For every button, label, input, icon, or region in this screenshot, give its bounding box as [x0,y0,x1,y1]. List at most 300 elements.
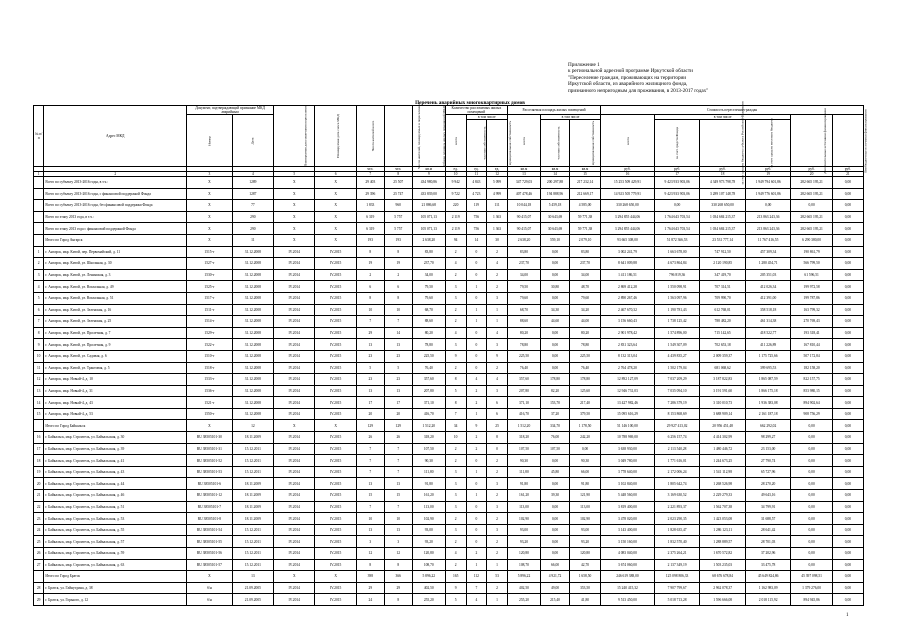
table-cell: 9 942 [445,177,466,189]
table-cell: 20 [356,408,384,420]
table-cell: 0,00 [541,350,570,362]
table-cell: IV.2014 [274,478,315,490]
col-area-group: Расселяемая площадь жилых помещений [507,106,600,115]
table-row [34,397,864,409]
table-cell: б/н [187,594,233,606]
table-cell: 94 [445,234,466,246]
table-cell: 5 896,22 [507,571,540,583]
table-cell: 9 [445,582,466,594]
table-row [34,548,864,560]
table-cell: 79,60 [507,292,540,304]
table-cell: Всего по этапу 2013 года, в т.ч.: [44,211,187,223]
table-cell: 4 585,00 [570,200,601,212]
table-cell: IV.2014 [274,327,315,339]
table-cell: 3 [384,536,412,548]
table-cell: 0,00 [832,258,863,270]
table-cell: 2 [487,582,508,594]
table-cell: 68,70 [412,304,445,316]
table-cell: 0,00 [832,536,863,548]
table-cell: 3 310 010,73 [700,397,746,409]
table-cell: 282 665 195,21 [791,223,832,235]
table-cell: 1 738 125,42 [654,316,700,328]
table-cell: 1 574 896,00 [654,327,700,339]
table-cell: г. Байкальск, мкр. Строитель, ул. Байкальская, д. 46 [44,490,187,502]
table-cell: X [187,188,233,200]
col-number: 10 [445,172,466,177]
table-cell: 0,00 [832,281,863,293]
table-cell: 2 [384,269,412,281]
table-cell: 2 638,20 [507,234,540,246]
table-cell: 3 294 855 444,06 [601,223,655,235]
table-cell: 120,80 [570,548,601,560]
table-body [34,177,864,606]
table-cell: 1 [466,466,487,478]
table-cell: 0 [466,536,487,548]
table-cell: 2 161 187,18 [745,408,791,420]
table-cell: 2 [466,385,487,397]
table-cell: 190 861,79 [791,246,832,258]
table-cell: X [315,420,356,432]
table-cell: 822 157,75 [791,374,832,386]
table-cell: 433 839,00 [412,188,445,200]
table-cell: 18.11.2009 [232,513,273,525]
table-cell: 17 [356,397,384,409]
table-cell: 29 [356,327,384,339]
table-cell: 77 [232,200,273,212]
table-cell: 0,00 [832,223,863,235]
table-cell: 796 819,36 [654,269,700,281]
table-cell: 11 [34,362,44,374]
col-number: 5 [274,172,315,177]
table-cell: 559,10 [541,234,570,246]
table-cell: 3 [445,339,466,351]
table-cell: 715 142,65 [700,327,746,339]
table-cell: 2 [487,281,508,293]
table-cell: 3 [487,385,508,397]
table-cell: 709 990,70 [700,292,746,304]
table-cell: IV.2015 [315,455,356,467]
table-cell: 379,50 [570,408,601,420]
table-cell: RU 38505101-54 [187,524,233,536]
table-cell: RU 38505101-6 [187,478,233,490]
table-cell: 7 907 799,67 [654,582,700,594]
table-cell: 1521-т [187,397,233,409]
table-cell: IV.2015 [315,466,356,478]
table-cell: 1 [466,559,487,571]
table-cell: 13 [384,524,412,536]
col-number: 20 [791,172,832,177]
table-cell: 6 256 157,74 [654,432,700,444]
table-cell: 31.12.2008 [232,385,273,397]
col-number: 19 [745,172,791,177]
table-cell: 20 [34,478,44,490]
table-cell: 1 [487,304,508,316]
table-cell: 334,70 [541,420,570,432]
table-cell: г. Ангарск, мкр. Новый-4, д. 43 [44,397,187,409]
table-cell: 12 [356,548,384,560]
table-cell: 90,30 [570,455,601,467]
table-cell: 21.09.2005 [232,582,273,594]
table-cell: 3 169 630,52 [654,490,700,502]
table-cell: 0,00 [832,269,863,281]
unit-cell: руб. [832,167,863,172]
table-cell: 407 478,46 [507,188,540,200]
table-cell: 93,00 [507,524,540,536]
table-cell: 7 [384,501,412,513]
table-cell: 9 423 933 903,06 [654,177,700,189]
table-cell: 5 [384,362,412,374]
table-row [34,269,864,281]
table-cell: 13 427 982,46 [601,397,655,409]
table-cell: 29 927 413,02 [654,420,700,432]
table-cell: 2 [445,559,466,571]
table-cell: 13 [356,478,384,490]
table-cell: 1 658,50 [570,571,601,583]
col-rooms-total: всего [445,115,466,167]
table-cell: 12 [34,374,44,386]
table-cell: 1510-т [187,350,233,362]
table-cell: 412 391,00 [745,292,791,304]
table-row [34,385,864,397]
table-cell: 353,50 [570,582,601,594]
table-cell: X [274,234,315,246]
table-cell: 2 221 893,37 [654,501,700,513]
table-cell: 108,70 [507,559,540,571]
table-cell: 2 [487,246,508,258]
table-cell [34,234,44,246]
table-total-row [34,188,864,200]
table-cell: 111,80 [412,466,445,478]
table-cell: 18.11.2009 [232,478,273,490]
table-cell: 4 921,72 [541,571,570,583]
table-cell: IV.2015 [315,478,356,490]
table-cell: Всего по субъекту 2013-2016 годы, без финансовой поддержки Фонда [44,200,187,212]
table-cell: 1 541 112,98 [700,466,746,478]
col-number: 7 [356,172,384,177]
table-cell: 6 [487,408,508,420]
table-cell: 402,50 [412,582,445,594]
page-number: 1 [846,613,849,618]
table-cell: 129 [384,420,412,432]
col-cost-region: за счет средств бюджета субъекта Российской Федерации [700,120,746,167]
table-cell: 707 314,51 [700,281,746,293]
table-cell: 0 [466,513,487,525]
table-cell: 10 [384,513,412,525]
table-cell: 16 [34,432,44,444]
table-cell: 1 865 087,59 [745,374,791,386]
table-cell: 13 [232,571,273,583]
table-cell: 1 363 [487,223,508,235]
table-cell: 0,00 [541,548,570,560]
table-cell: 3 [34,269,44,281]
table-cell: 1 034 684 215,37 [700,211,746,223]
table-cell: г. Байкальск, мкр. Строитель, ул. Байкальская, д. 39 [44,443,187,455]
table-cell: 2 [445,455,466,467]
table-cell: 2 [445,536,466,548]
table-cell: 9 [466,420,487,432]
table-cell: IV.2014 [274,594,315,606]
table-cell: 2 [466,432,487,444]
col-cost-total: всего [601,115,655,167]
table-cell: 9 722 [445,188,466,200]
table-cell: г. Ангарск, мкр. Китой, ул. Школьная, д. 30 [44,258,187,270]
table-cell: X [315,223,356,235]
table-cell: 4 999 [487,188,508,200]
table-row [34,408,864,420]
table-cell: 242,20 [570,432,601,444]
table-cell: г. Ангарск, мкр. Китой, пер. Первомайский, д. 11 [44,246,187,258]
table-row [34,524,864,536]
table-cell: 3 [445,490,466,502]
table-cell: 330 268 650,00 [700,200,746,212]
table-cell: 30 643,69 [541,211,570,223]
table-cell: 4 [487,258,508,270]
table-cell: 66,00 [541,559,570,571]
table-cell: 78,80 [570,339,601,351]
table-cell: IV.2014 [274,466,315,478]
table-cell: 26 [356,432,384,444]
table-cell: 91,80 [570,478,601,490]
table-cell: 15.12.2011 [232,443,273,455]
table-cell: 1533-т [187,374,233,386]
table-cell: IV.2014 [274,385,315,397]
table-cell: IV.2014 [274,501,315,513]
table-cell: IV.2015 [315,594,356,606]
table-cell: 51 872 366,53 [654,234,700,246]
table-cell: 30 [487,234,508,246]
table-cell: 8 [487,432,508,444]
table-cell: 0,00 [791,443,832,455]
col-address: Адрес МКД [44,106,187,167]
table-cell: 0 [466,258,487,270]
table-cell: 0,00 [832,478,863,490]
col-number: 4 [232,172,273,177]
table-cell: 3 143 400,00 [601,524,655,536]
table-cell: 14 923 505 779,91 [601,188,655,200]
table-cell: г. Ангарск, мкр. Новый-4, д. 31 [44,385,187,397]
table-cell: 120,80 [412,548,445,560]
table-cell: 107,50 [412,443,445,455]
table-cell: г. Байкальск, мкр. Строитель, ул. Байкальская, д. 63 [44,559,187,571]
table-cell: 178,80 [570,374,601,386]
table-cell: 34,00 [412,269,445,281]
table-cell: 3 [445,281,466,293]
table-cell: IV.2014 [274,281,315,293]
table-cell: 853 980,15 [791,385,832,397]
table-cell: 90 415,07 [507,223,540,235]
table-cell: 3 [445,466,466,478]
table-cell: 78,80 [507,339,540,351]
table-cell: 68 676 678,84 [700,571,746,583]
table-cell: 1 [466,490,487,502]
table-cell: IV.2014 [274,513,315,525]
table-cell: 0,00 [832,327,863,339]
table-cell: 2 [34,258,44,270]
table-cell: 13 [384,385,412,397]
table-cell: 8 [445,397,466,409]
table-cell: 1 034 684 215,37 [700,223,746,235]
table-cell: 167 810,44 [791,339,832,351]
table-cell: 6 319 [356,223,384,235]
table-cell: 8 132 313,04 [601,350,655,362]
table-cell: 102,90 [570,513,601,525]
table-cell: 1 512,20 [412,420,445,432]
table-cell: 53 [487,571,508,583]
table-cell: IV.2015 [315,362,356,374]
table-cell: 213 863 243,36 [745,223,791,235]
table-cell: 402,50 [507,582,540,594]
table-cell: 76,40 [570,362,601,374]
col-doc-date: Дата [232,115,273,167]
table-cell: 66,00 [570,466,601,478]
table-cell: 42,70 [570,559,601,571]
col-number: 17 [654,172,700,177]
table-cell: 220 [445,200,466,212]
table-cell: 13 [384,478,412,490]
table-cell: 1 [466,316,487,328]
table-cell: 894 945,86 [791,594,832,606]
table-cell: 2 [445,362,466,374]
table-cell: 237,70 [570,258,601,270]
table-cell: 51 146 100,00 [601,420,655,432]
table-cell: 17 [34,443,44,455]
table-cell: 79,60 [570,292,601,304]
table-cell: 68,70 [507,304,540,316]
table-cell: 1522-т [187,339,233,351]
table-cell: 31.12.2008 [232,339,273,351]
table-cell: 14 [384,327,412,339]
table-cell: 0 [466,292,487,304]
table-cell: 1 286 123,11 [700,524,746,536]
table-cell: 0,00 [832,594,863,606]
table-cell: 59 771,38 [570,211,601,223]
table-cell: 78,80 [412,339,445,351]
table-cell: 3 638 930,00 [601,443,655,455]
table-cell: 31.12.2008 [232,408,273,420]
col-number: 3 [187,172,233,177]
table-cell: 461 314,38 [745,316,791,328]
table-cell [34,571,44,583]
table-cell: IV.2014 [274,582,315,594]
table-cell: 2 901 978,42 [601,327,655,339]
table-cell: X [274,188,315,200]
table-cell: 612 768,01 [700,304,746,316]
table-cell: 357,60 [412,374,445,386]
table-cell: 3 [487,524,508,536]
table-cell: 205 351,03 [745,269,791,281]
table-cell: IV.2014 [274,548,315,560]
table-cell: Всего по этапу 2013 года с финансовой поддержкой Фонда [44,223,187,235]
table-cell: Итого по Город Ангарск [44,234,187,246]
table-cell: 23 [356,374,384,386]
table-cell: 24 [356,594,384,606]
table-cell: 2 [487,490,508,502]
table-cell: г. Ангарск, мкр. Новый-4, д. 53 [44,408,187,420]
table-cell: 1 [466,281,487,293]
table-cell: X [187,223,233,235]
table-cell: 102,90 [412,513,445,525]
table-cell: 23 [356,350,384,362]
table-cell: 0 [487,443,508,455]
table-row [34,501,864,513]
table-cell: IV.2015 [315,304,356,316]
table-cell: 161,20 [412,490,445,502]
table-cell: 1 936 383,08 [745,397,791,409]
table-cell [34,211,44,223]
table-cell: IV.2015 [315,258,356,270]
table-cell: 111,80 [507,466,540,478]
table-cell: 3 [445,478,466,490]
table-cell: 1 764 643 703,54 [654,211,700,223]
table-cell: 0,00 [791,548,832,560]
table-cell: 2 [445,246,466,258]
table-cell: 2 120 190,85 [700,258,746,270]
table-cell: 1287 [232,188,273,200]
table-cell: 29 403 [356,177,384,189]
table-cell: 15.12.2011 [232,466,273,478]
unit-cell: руб. [745,167,791,172]
table-cell: 2 [445,304,466,316]
col-plan-end: Планируемая дата окончания переселения [274,106,315,167]
table-cell: IV.2015 [315,397,356,409]
table-cell: X [315,188,356,200]
table-cell: 1 663 678,00 [654,246,700,258]
unit-cell: ед. [466,167,487,172]
table-row [34,594,864,606]
table-cell: 125 098 806,33 [654,571,700,583]
table-cell: 27 [34,559,44,571]
table-cell: 434 980,86 [412,177,445,189]
table-cell: 0,00 [541,246,570,258]
col-area-total: всего [507,115,540,167]
table-cell: 3 289 107 148,78 [700,188,746,200]
table-cell: 25 [487,420,508,432]
table-cell: г. Ангарск, мкр. Новый-4, д. 10 [44,374,187,386]
table-cell: 31.12.2008 [232,292,273,304]
table-cell: г. Ангарск, мкр. Китой, ул. Вокзальная, д. 51 [44,292,187,304]
table-cell: IV.2015 [315,385,356,397]
table-cell: 0,00 [832,524,863,536]
unit-cell: кв.м [412,167,445,172]
table-cell: 207,80 [412,385,445,397]
table-cell: IV.2015 [315,582,356,594]
table-cell: X [274,420,315,432]
table-cell: 194 888,96 [541,188,570,200]
table-row [34,339,864,351]
table-cell: 21 [34,490,44,502]
table-cell: 93,00 [570,524,601,536]
table-cell: 1 771 616,01 [654,455,700,467]
table-cell: 9 [487,350,508,362]
table-row [34,466,864,478]
table-cell: 1 502 179,04 [654,362,700,374]
table-row [34,478,864,490]
table-cell: 0,00 [832,408,863,420]
unit-cell: чел. [384,167,412,172]
table-cell: 15 253 509 429,91 [601,177,655,189]
table-cell: 105 071,13 [412,211,445,223]
table-cell: 217 232,14 [570,177,601,189]
table-cell: 5 757 [384,223,412,235]
table-cell: 82,20 [541,385,570,397]
table-cell: 4 [487,374,508,386]
table-cell: 212 669,17 [570,188,601,200]
table-cell: 0,00 [791,513,832,525]
table-cell: 3 294 855 444,06 [601,211,655,223]
table-cell: X [187,200,233,212]
table-cell: 80,20 [507,327,540,339]
table-cell: RU 38505101-55 [187,536,233,548]
